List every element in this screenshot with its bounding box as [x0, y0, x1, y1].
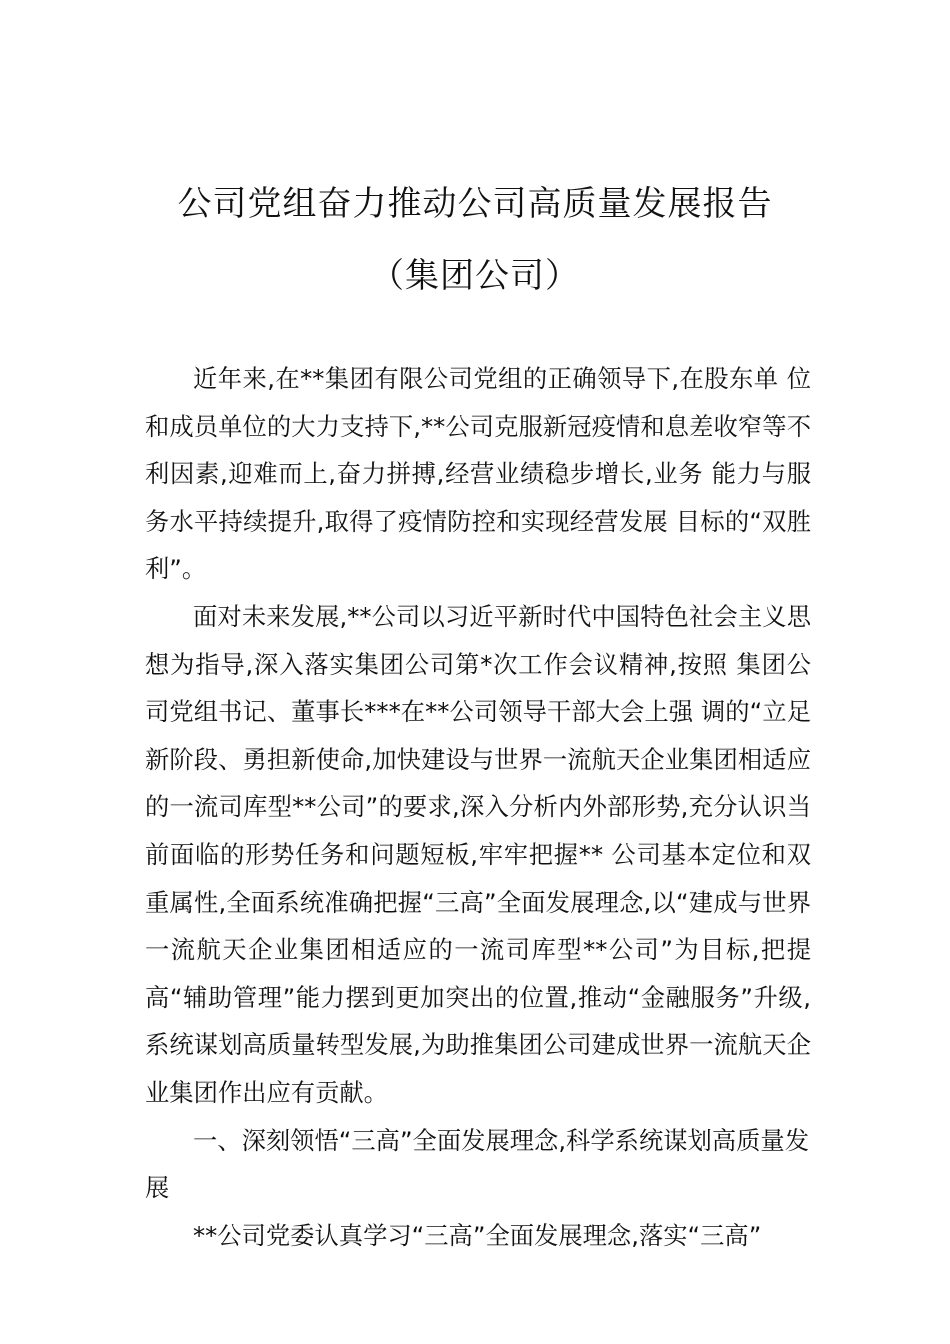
- section-heading-1: 一、深刻领悟“三高”全面发展理念,科学系统谋划高质量发展: [145, 1125, 810, 1203]
- paragraph-section-1-start: **公司党委认真学习“三高”全面发展理念,落实“三高”: [193, 1220, 762, 1250]
- document-subtitle: （集团公司）: [370, 256, 580, 296]
- paragraph-intro: 近年来,在**集团有限公司党组的正确领导下,在股东单 位和成员单位的大力支持下,**公司克服新冠疫情和息差收窄等不利因素,迎难而上,奋力拼搏,经营业绩稳步增长,业务 能力与服务水平持续提升,取得了疫情防控和实现经营发展 目标的“双胜利”。: [145, 364, 811, 584]
- paragraph-future-development: 面对未来发展,**公司以习近平新时代中国特色社会主义思想为指导,深入落实集团公司第*次工作会议精神,按照 集团公司党组书记、董事长***在**公司领导干部大会上强 调的“立足新阶段、勇担新使命,加快建设与世界一流航天企业集团相适应的一流司库型**公司”的要求,深入分析内外部形势,充分认识当前面临的形势任务和问题短板,牢牢把握** 公司基本定位和双重属性,全面系统准确把握“三高”全面发展理念,以“建成与世界一流航天企业集团相适应的一流司库型**公司”为目标,把提高“辅助管理”能力摆到更加突出的位置,推动“金融服务”升级,系统谋划高质量转型发展,为助推集团公司建成世界一流航天企业集团作出应有贡献。: [145, 601, 811, 1107]
- document-title: 公司党组奋力推动公司高质量发展报告: [177, 184, 773, 224]
- document-body: [145, 355, 811, 1259]
